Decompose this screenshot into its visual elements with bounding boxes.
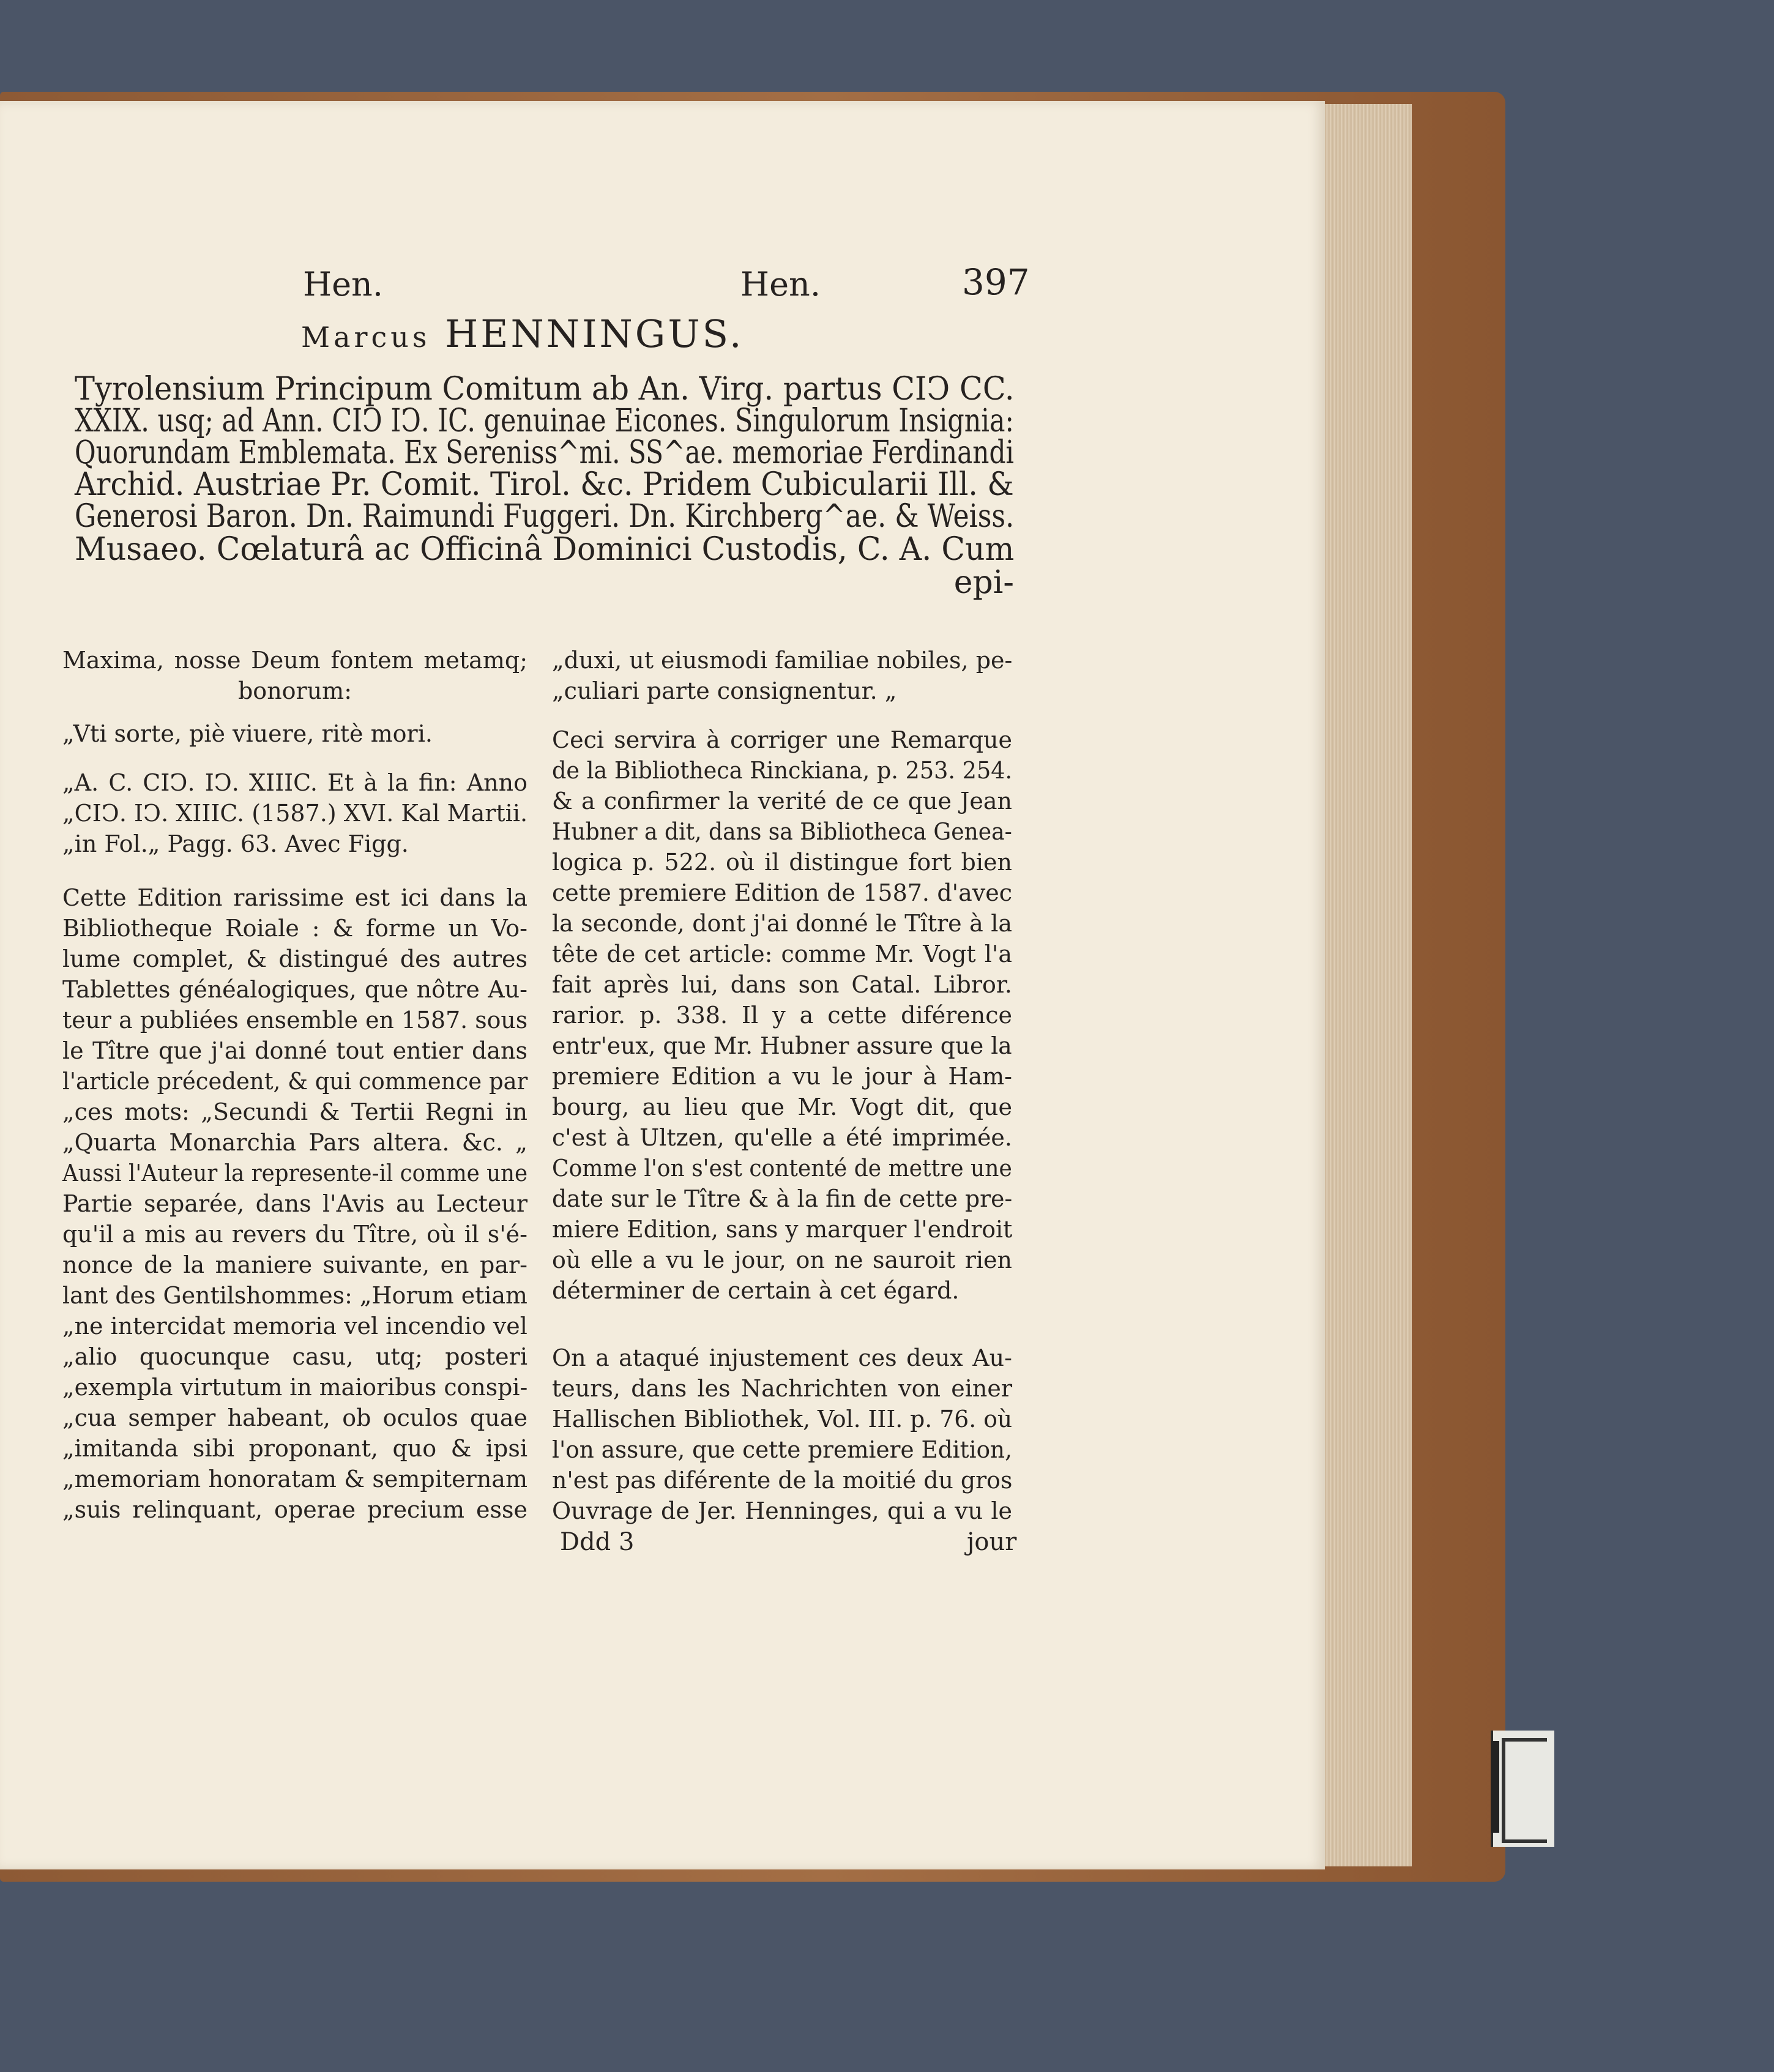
column-line: „culiari parte consignentur. „: [552, 677, 897, 704]
column-line: la seconde, dont j'ai donné le Tître à la: [552, 910, 1012, 937]
column-line: entr'eux, que Mr. Hubner assure que la: [552, 1032, 1012, 1059]
signature-mark: Ddd 3: [560, 1528, 635, 1556]
column-line: „CIↃ. IↃ. XIIIC. (1587.) XVI. Kal Martii.: [62, 800, 528, 827]
right-column: [552, 643, 1012, 1536]
column-line: premiere Edition a vu le jour à Ham-: [552, 1063, 1012, 1090]
column-line: c'est à Ultzen, qu'elle a été imprimée.: [552, 1124, 1012, 1151]
column-line: l'on assure, que cette premiere Edition,: [552, 1436, 1012, 1463]
column-line: l'article précedent, & qui commence par: [62, 1068, 528, 1095]
column-line: Comme l'on s'est contenté de mettre une: [552, 1155, 1012, 1182]
column-line: cette premiere Edition de 1587. d'avec: [552, 879, 1012, 906]
column-line: Hallischen Bibliothek, Vol. III. p. 76. où: [552, 1406, 1013, 1433]
column-line: Aussi l'Auteur la represente-il comme une: [62, 1160, 528, 1187]
column-line: „exempla virtutum in maioribus conspi-: [62, 1374, 528, 1401]
column-line: Ceci servira à corriger une Remarque: [552, 726, 1012, 753]
color-target-bar: [1491, 1741, 1499, 1833]
column-line: date sur le Tître & à la fin de cette pre-: [552, 1185, 1013, 1212]
column-line: bourg, au lieu que Mr. Vogt dit, que: [552, 1094, 1012, 1120]
column-line: & a confirmer la verité de ce que Jean: [552, 788, 1012, 814]
column-line: teur a publiées ensemble en 1587. sous: [62, 1007, 528, 1034]
column-line: „Vti sorte, piè viuere, ritè mori.: [62, 720, 433, 747]
column-line: n'est pas diférente de la moitié du gros: [552, 1467, 1013, 1494]
column-line: où elle a vu le jour, on ne sauroit rien: [552, 1247, 1012, 1273]
title-first-name: Marcus: [301, 321, 431, 354]
color-target-tab: [1491, 1731, 1554, 1847]
column-line: lume complet, & distingué des autres: [62, 945, 527, 972]
column-line: „ne intercidat memoria vel incendio vel: [62, 1313, 527, 1340]
column-line: bonorum:: [237, 677, 352, 704]
column-line: Hubner a dit, dans sa Bibliotheca Genea-: [552, 818, 1012, 845]
column-line: miere Edition, sans y marquer l'endroit: [552, 1216, 1013, 1243]
intro-line: Musaeo. Cœlaturâ ac Officinâ Dominici Custodis, C. A. Cum: [75, 531, 1015, 568]
column-line: rarior. p. 338. Il y a cette diférence: [552, 1002, 1012, 1029]
title-surname: HENNINGUS.: [445, 311, 744, 356]
column-line: „memoriam honoratam & sempiternam: [62, 1466, 527, 1493]
column-line: qu'il a mis au revers du Tître, où il s'é-: [62, 1221, 527, 1248]
column-line: „suis relinquant, operae precium esse: [62, 1496, 527, 1523]
column-line: „ces mots: „Secundi & Tertii Regni in: [62, 1098, 527, 1125]
left-column: [62, 643, 527, 1536]
column-line: „Quarta Monarchia Pars altera. &c. „: [62, 1129, 527, 1156]
column-line: nonce de la maniere suivante, en par-: [62, 1251, 527, 1278]
column-line: „cua semper habeant, ob oculos quae: [62, 1404, 527, 1431]
column-line: „imitanda sibi proponant, quo & ipsi: [62, 1435, 527, 1462]
running-head-left: Hen.: [303, 265, 383, 304]
running-head-center: Hen.: [740, 265, 821, 304]
intro-line: epi-: [953, 564, 1014, 601]
column-line: Tablettes généalogiques, que nôtre Au-: [62, 976, 527, 1003]
column-line: „duxi, ut eiusmodi familiae nobiles, pe-: [552, 647, 1013, 674]
column-line: tête de cet article: comme Mr. Vogt l'a: [552, 941, 1012, 967]
intro-line: XXIX. usq; ad Ann. CIↃ IↃ. IC. genuinae Eicones. Singulorum Insignia:: [75, 403, 1014, 439]
column-line: Bibliotheque Roiale : & forme un Vo-: [62, 915, 527, 942]
column-line: Maxima, nosse Deum fontem metamq;: [62, 647, 527, 674]
column-line: fait après lui, dans son Catal. Libror.: [552, 971, 1012, 998]
column-line: teurs, dans les Nachrichten von einer: [552, 1375, 1012, 1402]
entry-title: [301, 311, 744, 356]
page-edges: [1319, 104, 1412, 1866]
column-line: Partie separée, dans l'Avis au Lecteur: [62, 1190, 527, 1217]
column-line: de la Bibliotheca Rinckiana, p. 253. 254.: [552, 757, 1013, 784]
page-number: 397: [962, 261, 1030, 303]
intro-line: Tyrolensium Principum Comitum ab An. Virg. partus CIↃ CC.: [75, 371, 1015, 408]
column-line: logica p. 522. où il distingue fort bien: [552, 849, 1012, 876]
column-line: „in Fol.„ Pagg. 63. Avec Figg.: [62, 830, 409, 857]
column-line: „alio quocunque casu, utq; posteri: [62, 1343, 527, 1370]
column-line: On a ataqué injustement ces deux Au-: [552, 1344, 1012, 1371]
catchword: jour: [967, 1528, 1017, 1556]
column-line: lant des Gentilshommes: „Horum etiam: [62, 1282, 527, 1309]
column-line: déterminer de certain à cet égard.: [552, 1277, 960, 1304]
intro-paragraph: [75, 373, 1014, 630]
column-line: Ouvrage de Jer. Henninges, qui a vu le: [552, 1497, 1012, 1524]
column-line: Cette Edition rarissime est ici dans la: [62, 884, 527, 911]
intro-line: Archid. Austriae Pr. Comit. Tirol. &c. Pridem Cubicularii Ill. &: [75, 466, 1014, 503]
column-line: „A. C. CIↃ. IↃ. XIIIC. Et à la fin: Anno: [62, 769, 527, 796]
column-line: le Tître que j'ai donné tout entier dans: [62, 1037, 527, 1064]
intro-line: Quorundam Emblemata. Ex Sereniss^mi. SS^ae. memoriae Ferdinandi: [75, 434, 1015, 471]
intro-line: Generosi Baron. Dn. Raimundi Fuggeri. Dn. Kirchberg^ae. & Weiss.: [75, 498, 1015, 535]
